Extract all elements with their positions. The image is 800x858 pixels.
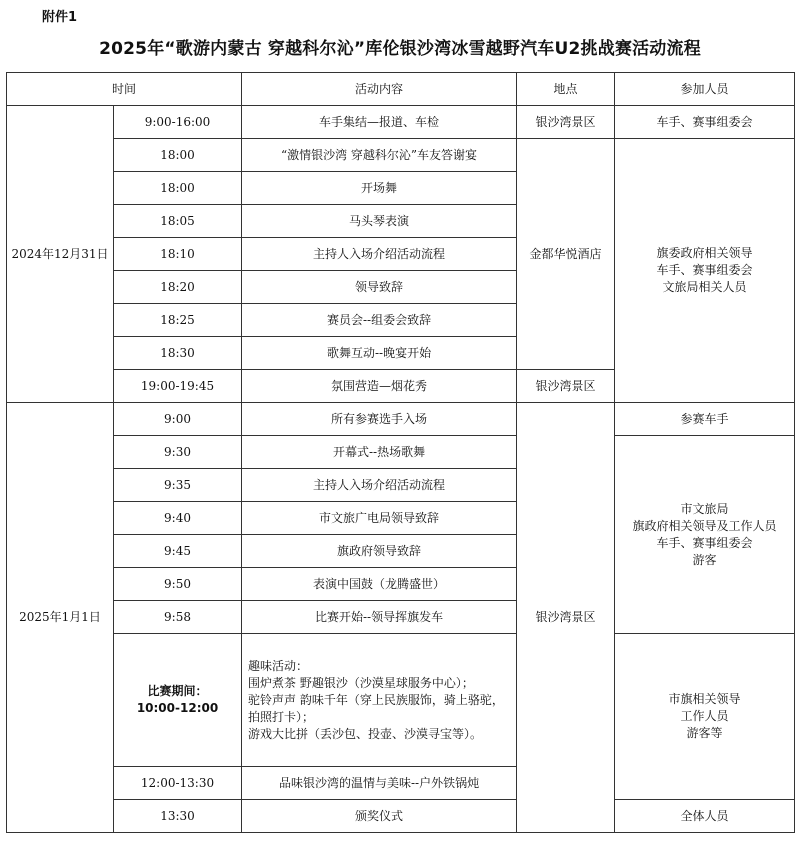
content-cell: 开场舞 <box>242 172 517 205</box>
time-cell: 18:25 <box>114 304 242 337</box>
participants-cell <box>615 436 795 634</box>
content-cell: 马头琴表演 <box>242 205 517 238</box>
time-cell: 18:00 <box>114 139 242 172</box>
time-cell: 9:00 <box>114 403 242 436</box>
time-cell: 9:35 <box>114 469 242 502</box>
fun-activity-line: 趣味活动： <box>248 658 309 673</box>
content-cell: 主持人入场介绍活动流程 <box>242 238 517 271</box>
time-cell: 18:30 <box>114 337 242 370</box>
participants-cell: 参赛车手 <box>615 403 795 436</box>
content-cell: 市文旅广电局领导致辞 <box>242 502 517 535</box>
table-row <box>7 800 795 833</box>
participants-cell: 车手、赛事组委会 <box>615 106 795 139</box>
content-cell: 表演中国鼓（龙腾盛世） <box>242 568 517 601</box>
content-cell: 比赛开始--领导挥旗发车 <box>242 601 517 634</box>
participant-line: 车手、赛事组委会 <box>656 263 753 277</box>
time-cell: 12:00-13:30 <box>114 767 242 800</box>
date-cell: 2024年12月31日 <box>7 106 114 403</box>
content-cell: 所有参赛选手入场 <box>242 403 517 436</box>
participant-line: 旗政府相关领导及工作人员 <box>632 518 777 533</box>
table-row <box>7 106 795 139</box>
time-cell: 9:40 <box>114 502 242 535</box>
participant-line: 旗委政府相关领导 <box>656 246 753 260</box>
fun-activity-line: 围炉煮茶 野趣银沙（沙漠星球服务中心）； <box>248 675 474 690</box>
fun-activity-line: 游戏大比拼（丢沙包、投壶、沙漠寻宝等）。 <box>248 726 483 741</box>
participant-line: 市旗相关领导 <box>668 692 741 706</box>
period-time: 10:00-12:00 <box>136 701 219 715</box>
content-cell: 主持人入场介绍活动流程 <box>242 469 517 502</box>
location-cell: 银沙湾景区 <box>517 370 615 403</box>
header-location: 地点 <box>517 73 615 106</box>
content-cell: 领导致辞 <box>242 271 517 304</box>
content-cell: “激情银沙湾 穿越科尔沁”车友答谢宴 <box>242 139 517 172</box>
time-cell: 9:30 <box>114 436 242 469</box>
location-cell: 金都华悦酒店 <box>517 139 615 370</box>
participants-cell <box>615 139 795 403</box>
table-row <box>7 403 795 436</box>
attachment-label: 附件1 <box>42 10 78 25</box>
participant-line: 游客 <box>692 552 717 567</box>
header-content: 活动内容 <box>242 73 517 106</box>
table-row <box>7 139 795 172</box>
location-cell: 银沙湾景区 <box>517 106 615 139</box>
participant-line: 市文旅局 <box>680 501 729 516</box>
participant-line: 文旅局相关人员 <box>662 280 747 294</box>
content-cell: 开幕式--热场歌舞 <box>242 436 517 469</box>
location-cell: 银沙湾景区 <box>517 403 615 833</box>
fun-activities-cell <box>242 634 517 767</box>
time-cell: 9:00-16:00 <box>114 106 242 139</box>
time-cell: 13:30 <box>114 800 242 833</box>
time-cell: 9:58 <box>114 601 242 634</box>
time-cell: 19:00-19:45 <box>114 370 242 403</box>
table-header-row <box>7 73 795 106</box>
time-cell: 18:00 <box>114 172 242 205</box>
time-cell: 18:10 <box>114 238 242 271</box>
header-time: 时间 <box>7 73 242 106</box>
fun-activity-line: 驼铃声声 韵味千年（穿上民族服饰，骑上骆驼，拍照打卡）； <box>248 692 504 724</box>
table-row <box>7 436 795 469</box>
period-time-cell <box>114 634 242 767</box>
period-label: 比赛期间： <box>147 684 208 698</box>
content-cell: 赛员会--组委会致辞 <box>242 304 517 337</box>
participant-line: 车手、赛事组委会 <box>656 535 753 550</box>
content-cell: 品味银沙湾的温情与美味--户外铁锅炖 <box>242 767 517 800</box>
content-cell: 颁奖仪式 <box>242 800 517 833</box>
content-cell: 歌舞互动--晚宴开始 <box>242 337 517 370</box>
date-cell: 2025年1月1日 <box>7 403 114 833</box>
time-cell: 18:20 <box>114 271 242 304</box>
header-participants: 参加人员 <box>615 73 795 106</box>
time-cell: 9:45 <box>114 535 242 568</box>
table-row <box>7 634 795 767</box>
content-cell: 旗政府领导致辞 <box>242 535 517 568</box>
participant-line: 游客等 <box>686 726 723 740</box>
participants-cell: 全体人员 <box>615 800 795 833</box>
document-title: 2025年“歌游内蒙古 穿越科尔沁”库伦银沙湾冰雪越野汽车U2挑战赛活动流程 <box>99 39 701 59</box>
participant-line: 工作人员 <box>680 709 729 723</box>
time-cell: 18:05 <box>114 205 242 238</box>
schedule-table <box>6 72 795 833</box>
content-cell: 氛围营造—烟花秀 <box>242 370 517 403</box>
content-cell: 车手集结—报道、车检 <box>242 106 517 139</box>
time-cell: 9:50 <box>114 568 242 601</box>
participants-cell <box>615 634 795 800</box>
